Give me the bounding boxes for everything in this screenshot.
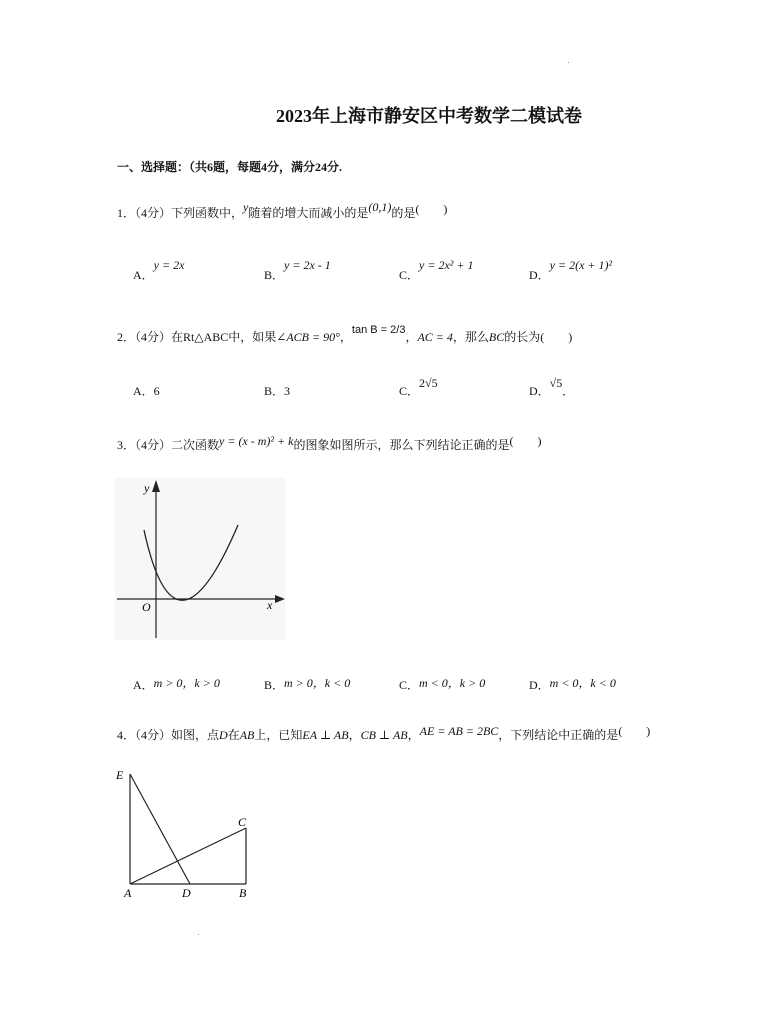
option-expr: m < 0，k < 0 (549, 676, 616, 690)
x-axis-label: x (267, 598, 273, 612)
q3-stem-text: 3．（4分）二次函数 (117, 438, 220, 452)
option-label: C． (399, 268, 420, 282)
q2-stem-text-4: 的长为 (504, 330, 541, 344)
question-3-stem (117, 436, 541, 453)
q2-stem-text-2: 中，如果 (228, 330, 277, 344)
label-a: A (124, 886, 132, 900)
option-label: D． (529, 384, 550, 398)
segment-ac (130, 828, 246, 884)
q1-option-c (399, 258, 474, 282)
question-2-stem (117, 324, 573, 345)
q1-stem-text-2: 随着的增大而减小的是 (248, 206, 369, 220)
segment-ed (130, 774, 190, 884)
q3-option-a (133, 676, 220, 693)
q1-variable: y (243, 200, 249, 214)
label-b: B (239, 886, 247, 900)
q1-point: (0,1) (368, 200, 392, 214)
option-label: A． (133, 678, 154, 692)
q2-tan: tan B = 2/3 (351, 324, 406, 336)
option-label: B． (264, 678, 285, 692)
option-label: D． (529, 678, 550, 692)
q2-comma: ， (339, 330, 352, 344)
option-label: C． (399, 678, 420, 692)
figure-background (115, 478, 285, 640)
option-tail: ． (562, 384, 575, 398)
origin-label: O (142, 600, 151, 614)
option-label: D． (529, 268, 550, 282)
q2-triangle: Rt△ABC (183, 330, 229, 344)
q2-ac: AC = 4 (417, 330, 453, 344)
option-expr: m > 0，k > 0 (153, 676, 220, 690)
q3-stem-text-2: 的图象如图所示，那么下列结论正确的是 (293, 438, 510, 452)
q2-answer-paren: ( ) (540, 330, 573, 344)
q2-option-c (399, 374, 438, 398)
q1-answer-paren: ( ) (415, 202, 448, 216)
label-d: D (182, 886, 191, 900)
q4-stem-text-4: ，下列结论中正确的是 (498, 728, 619, 742)
q1-stem-text: 1．（4分）下列函数中， (117, 206, 244, 220)
q4-perp-cb: CB ⊥ AB (360, 728, 408, 742)
option-label: A． (133, 384, 154, 398)
q2-option-b (264, 382, 290, 399)
q4-stem-text-3: 上，已知 (254, 728, 303, 742)
q2-stem-text-3: ，那么 (452, 330, 489, 344)
y-axis-label: y (144, 481, 150, 495)
option-expr: √5 (549, 376, 563, 390)
option-expr: y = 2(x + 1)² (549, 258, 613, 272)
q3-option-d (529, 676, 616, 693)
q2-comma-2: ， (405, 330, 418, 344)
q4-comma-2: ， (407, 728, 420, 742)
option-expr: y = 2x² + 1 (419, 258, 474, 272)
option-expr: 2√5 (419, 376, 438, 390)
q2-option-a (133, 382, 160, 399)
q1-option-a (133, 258, 185, 282)
q4-comma: ， (348, 728, 361, 742)
q2-bc: BC (488, 330, 505, 344)
question-1-stem (117, 200, 448, 221)
option-expr: y = 2x (153, 258, 185, 272)
option-expr: m > 0，k < 0 (284, 676, 351, 690)
q4-geometry-figure (112, 764, 262, 904)
option-expr: m < 0，k > 0 (419, 676, 486, 690)
q4-point-d: D (219, 728, 228, 742)
q4-answer-paren: ( ) (618, 724, 651, 738)
q2-angle: ∠ACB = 90° (276, 330, 340, 344)
q1-stem-text-3: 的是 (391, 206, 416, 220)
q2-stem-text: 2．（4分）在 (117, 330, 184, 344)
option-expr: 3 (284, 384, 291, 398)
q4-segment-ab: AB (239, 728, 255, 742)
option-label: B． (264, 384, 285, 398)
q3-answer-paren: ( ) (509, 434, 542, 448)
q4-equality: AE = AB = 2BC (419, 724, 499, 738)
q4-stem-text-2: 在 (227, 728, 240, 742)
q4-stem-text: 4．（4分）如图，点 (117, 728, 220, 742)
q3-option-c (399, 676, 485, 693)
q3-parabola-figure (115, 478, 285, 640)
q3-option-b (264, 676, 350, 693)
q1-option-b (264, 258, 331, 282)
scan-dot-2 (198, 934, 199, 935)
option-label: B． (264, 268, 285, 282)
option-expr: y = 2x - 1 (284, 258, 331, 272)
q4-perp-ea: EA ⊥ AB (302, 728, 349, 742)
q1-option-d (529, 258, 613, 282)
q3-function: y = (x - m)² + k (219, 434, 294, 448)
page-title: 2023年上海市静安区中考数学二模试卷 (276, 106, 582, 126)
q2-option-d (529, 374, 575, 398)
option-label: A． (133, 268, 154, 282)
scan-dot (568, 62, 569, 63)
label-c: C (238, 815, 247, 829)
option-label: C． (399, 384, 420, 398)
option-expr: 6 (153, 384, 160, 398)
label-e: E (116, 768, 124, 782)
question-4-stem (117, 726, 650, 743)
section-heading: 一、选择题：（共6题，每题4分，满分24分. (117, 160, 343, 174)
